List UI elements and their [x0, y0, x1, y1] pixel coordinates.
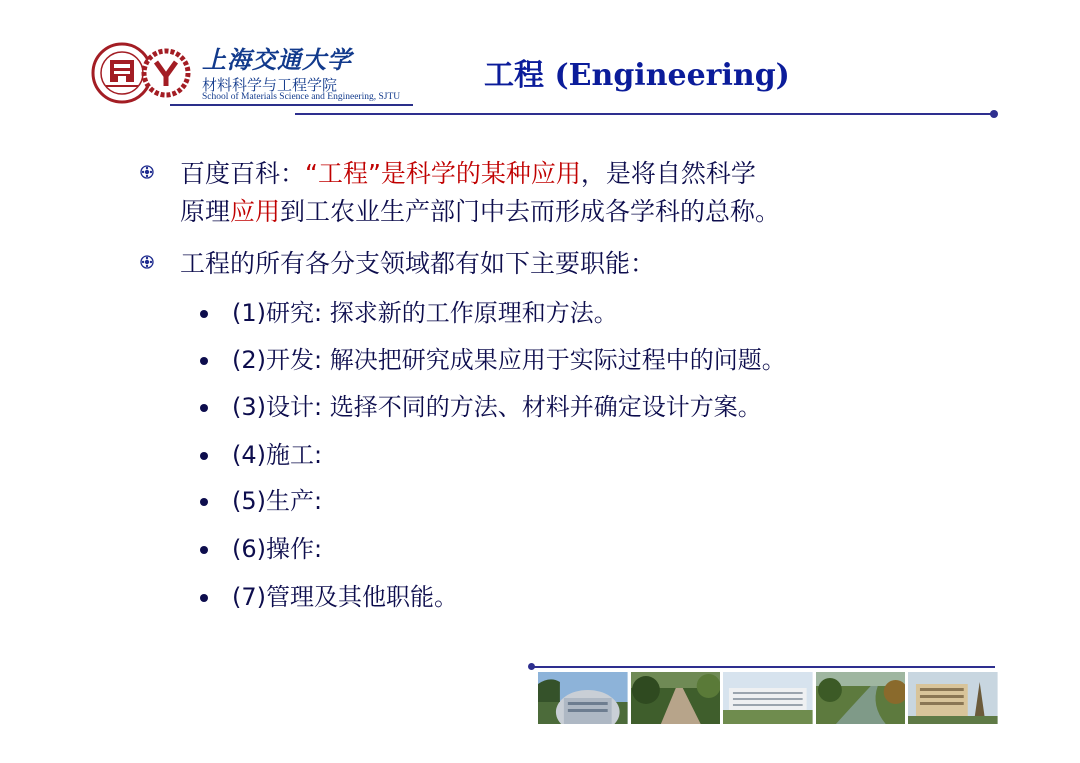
dot-bullet-icon — [200, 357, 208, 365]
function-label: (7)管理及其他职能。 — [232, 583, 458, 611]
campus-photo-strip — [538, 672, 998, 724]
campus-photo-path-icon — [631, 672, 721, 724]
bullet-text — [180, 156, 756, 192]
text-segment: 原理 — [180, 197, 231, 226]
school-name-cn: 材料科学与工程学院 — [202, 76, 338, 94]
function-label: (3)设计: — [232, 393, 323, 421]
school-name-en: School of Materials Science and Engineering, SJTU — [202, 92, 401, 102]
university-seal-icon — [82, 42, 194, 104]
footer-rule — [532, 666, 995, 668]
dot-bullet-icon — [200, 404, 208, 412]
function-desc: 选择不同的方法、材料并确定设计方案。 — [329, 393, 762, 421]
dot-bullet-icon — [200, 546, 208, 554]
slide-header — [0, 0, 1080, 125]
dot-bullet-icon — [200, 594, 208, 602]
text-segment: ，是将自然科学 — [580, 159, 756, 188]
university-name-cn: 上海交通大学 — [202, 45, 352, 74]
function-label: (6)操作: — [232, 535, 323, 563]
flower-bullet-icon — [140, 165, 154, 179]
function-label: (4)施工: — [232, 441, 323, 469]
function-label: (1)研究: — [232, 299, 323, 327]
bullet-text — [180, 194, 780, 230]
campus-photo-river-icon — [816, 672, 906, 724]
logo-underline — [170, 104, 413, 106]
flower-bullet-icon — [140, 255, 154, 269]
function-label: (2)开发: — [232, 346, 323, 374]
text-segment: 到工农业生产部门中去而形成各学科的总称。 — [280, 197, 781, 226]
text-segment: 百度百科： — [180, 159, 306, 188]
header-rule — [295, 113, 995, 115]
campus-photo-building-icon — [538, 672, 628, 724]
function-label: (5)生产: — [232, 487, 323, 515]
bullet-text: 工程的所有各分支领域都有如下主要职能： — [180, 249, 656, 278]
header-rule-dot — [990, 110, 998, 118]
highlight-segment: 应用 — [230, 197, 281, 226]
campus-photo-hall-icon — [723, 672, 813, 724]
dot-bullet-icon — [200, 452, 208, 460]
slide-title: 工程 (Engineering) — [484, 58, 790, 93]
campus-photo-library-icon — [908, 672, 998, 724]
highlight-segment: “工程”是科学的某种应用 — [305, 159, 581, 188]
dot-bullet-icon — [200, 498, 208, 506]
function-desc: 探求新的工作原理和方法。 — [329, 299, 618, 327]
footer-rule-dot — [528, 663, 535, 670]
function-desc: 解决把研究成果应用于实际过程中的问题。 — [329, 346, 786, 374]
dot-bullet-icon — [200, 310, 208, 318]
